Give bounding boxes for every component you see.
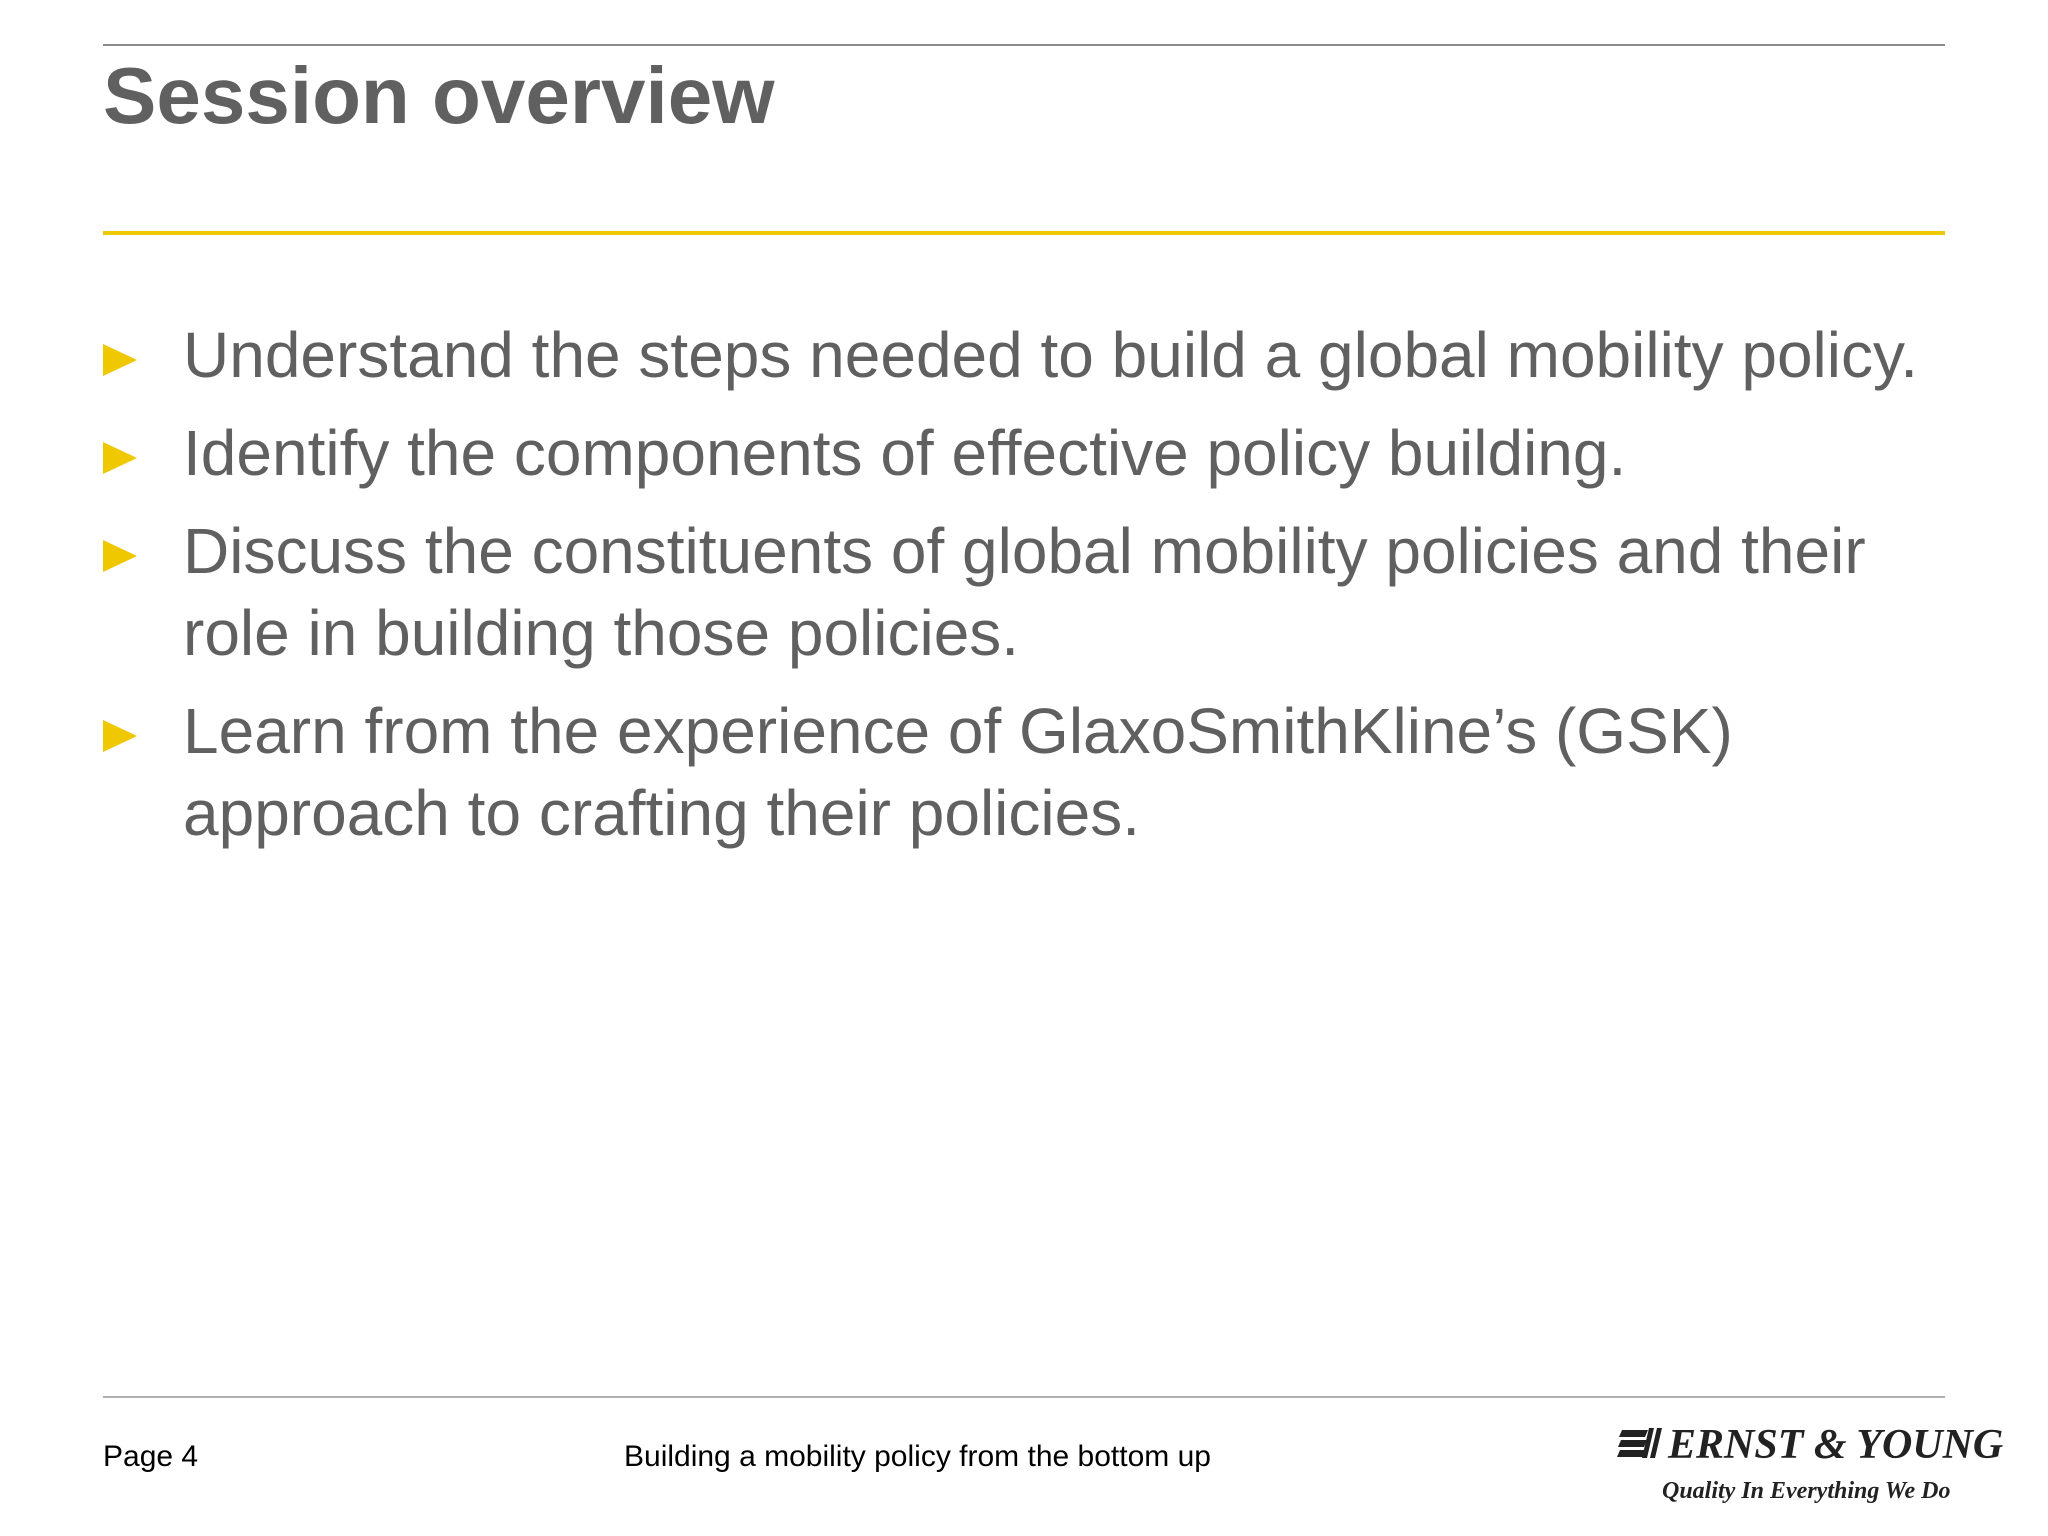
bullet-item bbox=[103, 510, 1945, 674]
bullet-text: Identify the components of effective policy building. bbox=[183, 417, 1627, 489]
bullet-list bbox=[103, 314, 1945, 870]
bullet-text: Learn from the experience of GlaxoSmithKline’s (GSK) approach to crafting their policies. bbox=[183, 695, 1733, 849]
bullet-item bbox=[103, 412, 1945, 494]
bullet-text: Understand the steps needed to build a global mobility policy. bbox=[183, 319, 1918, 391]
logo-company-text: ERNST & YOUNG bbox=[1668, 1422, 2004, 1468]
triangle-bullet-icon bbox=[103, 442, 137, 474]
slide-title: Session overview bbox=[103, 51, 775, 140]
bullet-item bbox=[103, 690, 1945, 854]
bullet-item bbox=[103, 314, 1945, 396]
logo-tagline-text: Quality In Everything We Do bbox=[1662, 1478, 1951, 1504]
triangle-bullet-icon bbox=[103, 344, 137, 376]
presentation-title: Building a mobility policy from the bottom up bbox=[624, 1440, 1211, 1473]
bullet-text: Discuss the constituents of global mobility policies and their role in building those policies. bbox=[183, 515, 1866, 669]
triangle-bullet-icon bbox=[103, 540, 137, 572]
page-number: Page 4 bbox=[103, 1440, 199, 1473]
footer-divider bbox=[103, 1396, 1945, 1398]
top-divider bbox=[103, 44, 1945, 46]
accent-divider bbox=[103, 231, 1945, 235]
ernst-young-logo bbox=[1618, 1422, 2004, 1508]
triangle-bullet-icon bbox=[103, 720, 137, 752]
